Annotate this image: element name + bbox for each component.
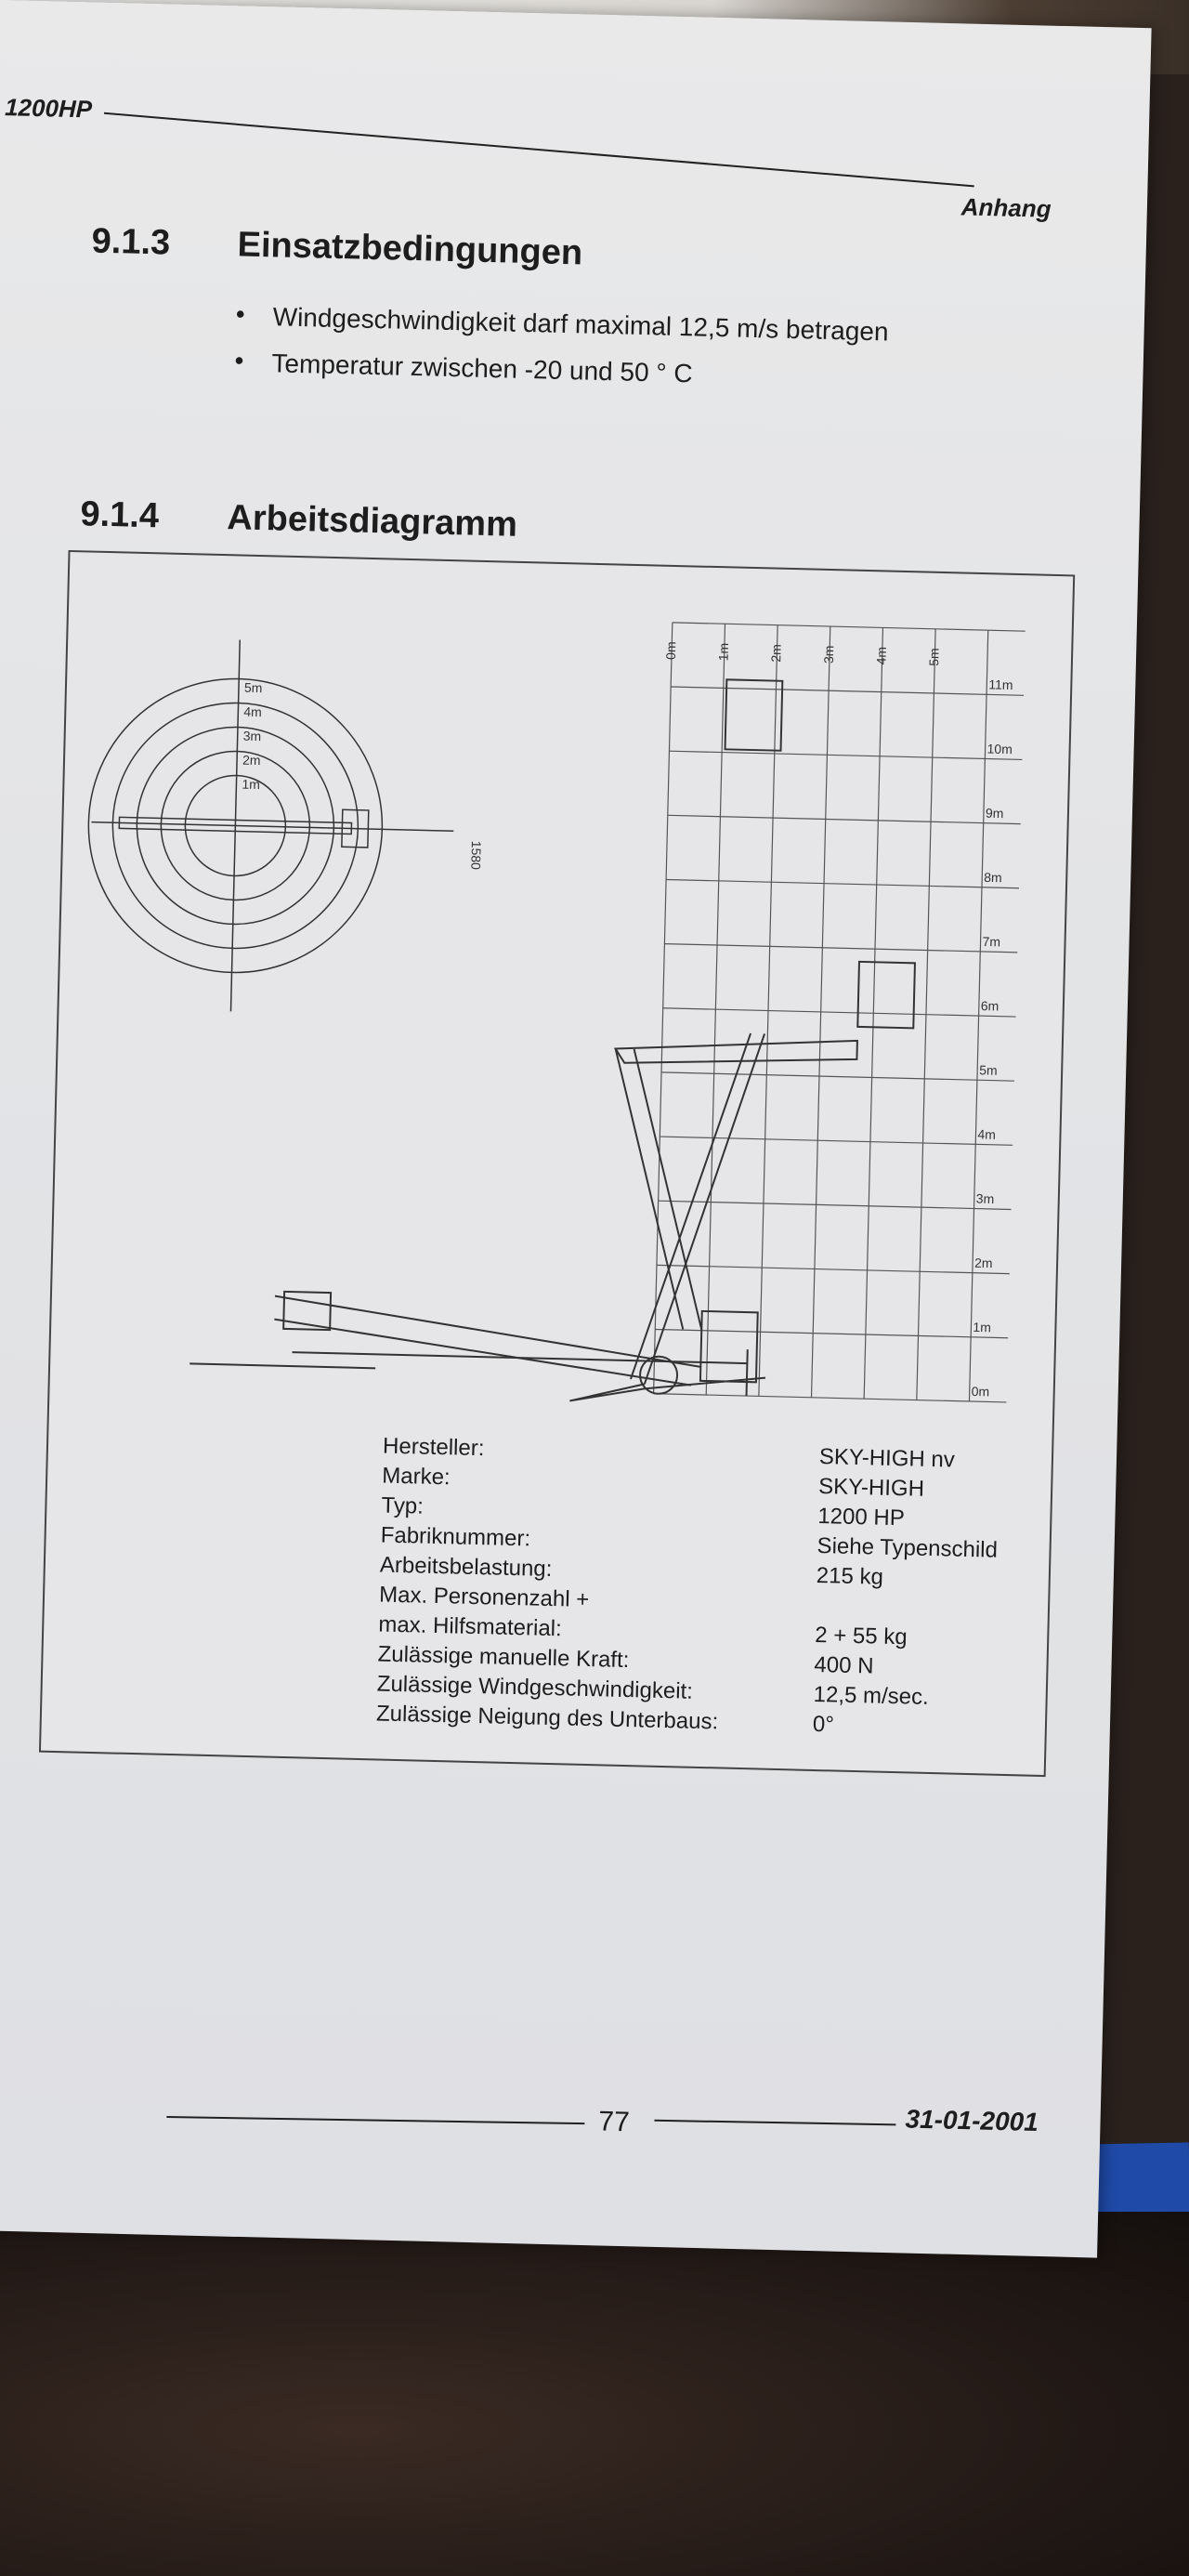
top-view-radius-labels	[242, 680, 262, 792]
section-title: Arbeitsdiagramm	[226, 498, 518, 545]
horizontal-tick-label: 1m	[715, 642, 731, 662]
horizontal-tick-label: 3m	[820, 645, 837, 664]
vertical-tick-label: 0m	[971, 1383, 990, 1400]
work-diagram	[39, 550, 1075, 1777]
spec-label: Fabriknummer:	[380, 1522, 531, 1552]
vertical-tick-label: 3m	[975, 1190, 995, 1207]
section-title: Einsatzbedingungen	[237, 225, 583, 273]
spec-label: Hersteller:	[382, 1433, 485, 1462]
spec-label: Max. Personenzahl +	[378, 1582, 590, 1613]
vertical-tick-label: 10m	[986, 741, 1013, 757]
footer-rule-right	[654, 2120, 895, 2126]
spec-value: 12,5 m/sec.	[813, 1681, 930, 1710]
list-item: • Windgeschwindigkeit darf maximal 12,5 m/s betragen	[235, 301, 889, 347]
spec-value: 1200 HP	[817, 1504, 906, 1531]
vertical-tick-label: 2m	[973, 1255, 993, 1271]
radius-label: 1m	[242, 776, 261, 793]
list-item: • Temperatur zwischen -20 und 50 ° C	[234, 348, 888, 393]
page-number: 77	[598, 2106, 631, 2138]
lift-drawing	[189, 667, 921, 1410]
horizontal-tick-label: 5m	[926, 648, 942, 666]
specifications-table	[376, 1434, 1015, 1747]
reach-grid	[654, 623, 1026, 1402]
section-number: 9.1.3	[91, 221, 171, 263]
spec-value: 215 kg	[816, 1562, 884, 1590]
vertical-tick-label: 1m	[973, 1319, 992, 1335]
section-number: 9.1.4	[79, 494, 160, 536]
spec-value: SKY-HIGH nv	[818, 1444, 956, 1473]
radius-label: 4m	[243, 703, 263, 720]
vertical-tick-label: 4m	[977, 1126, 997, 1142]
top-view	[85, 637, 459, 1017]
radius-label: 5m	[243, 679, 263, 696]
horizontal-tick-label: 0m	[662, 641, 679, 661]
spec-label: Zulässige Windgeschwindigkeit:	[376, 1671, 694, 1704]
header-rule	[104, 112, 974, 188]
spec-label: Zulässige manuelle Kraft:	[377, 1641, 630, 1674]
vertical-tick-label: 8m	[984, 869, 1002, 886]
spec-label: max. Hilfsmaterial:	[378, 1611, 563, 1642]
spec-value: 0°	[812, 1711, 835, 1738]
spec-value: SKY-HIGH	[817, 1474, 925, 1502]
spec-label: Typ:	[381, 1492, 425, 1519]
footer-rule-left	[166, 2116, 584, 2124]
radius-label: 3m	[242, 728, 262, 744]
spec-value: 400 N	[814, 1651, 874, 1679]
spec-label: Arbeitsbelastung:	[379, 1552, 553, 1583]
vertical-tick-label: 5m	[978, 1062, 998, 1078]
vertical-tick-label: 9m	[985, 805, 1004, 821]
dimension-label: 1580	[468, 840, 485, 871]
header-model: 1200HP	[4, 93, 93, 124]
horizontal-tick-label: 2m	[768, 643, 784, 663]
header-section: Anhang	[960, 192, 1052, 223]
background-bottom	[0, 2212, 1189, 2576]
vertical-tick-label: 7m	[982, 933, 1001, 950]
spec-value: 2 + 55 kg	[814, 1622, 908, 1650]
vertical-tick-label: 6m	[980, 998, 1000, 1014]
footer-date: 31-01-2001	[905, 2104, 1039, 2136]
spec-label: Marke:	[381, 1463, 451, 1491]
spec-value: Siehe Typenschild	[817, 1532, 999, 1563]
horizontal-tick-label: 4m	[873, 646, 889, 665]
spec-label: Zulässige Neigung des Unterbaus:	[375, 1701, 719, 1735]
vertical-tick-label: 11m	[988, 677, 1013, 693]
conditions-list	[234, 301, 889, 410]
radius-label: 2m	[242, 752, 261, 769]
